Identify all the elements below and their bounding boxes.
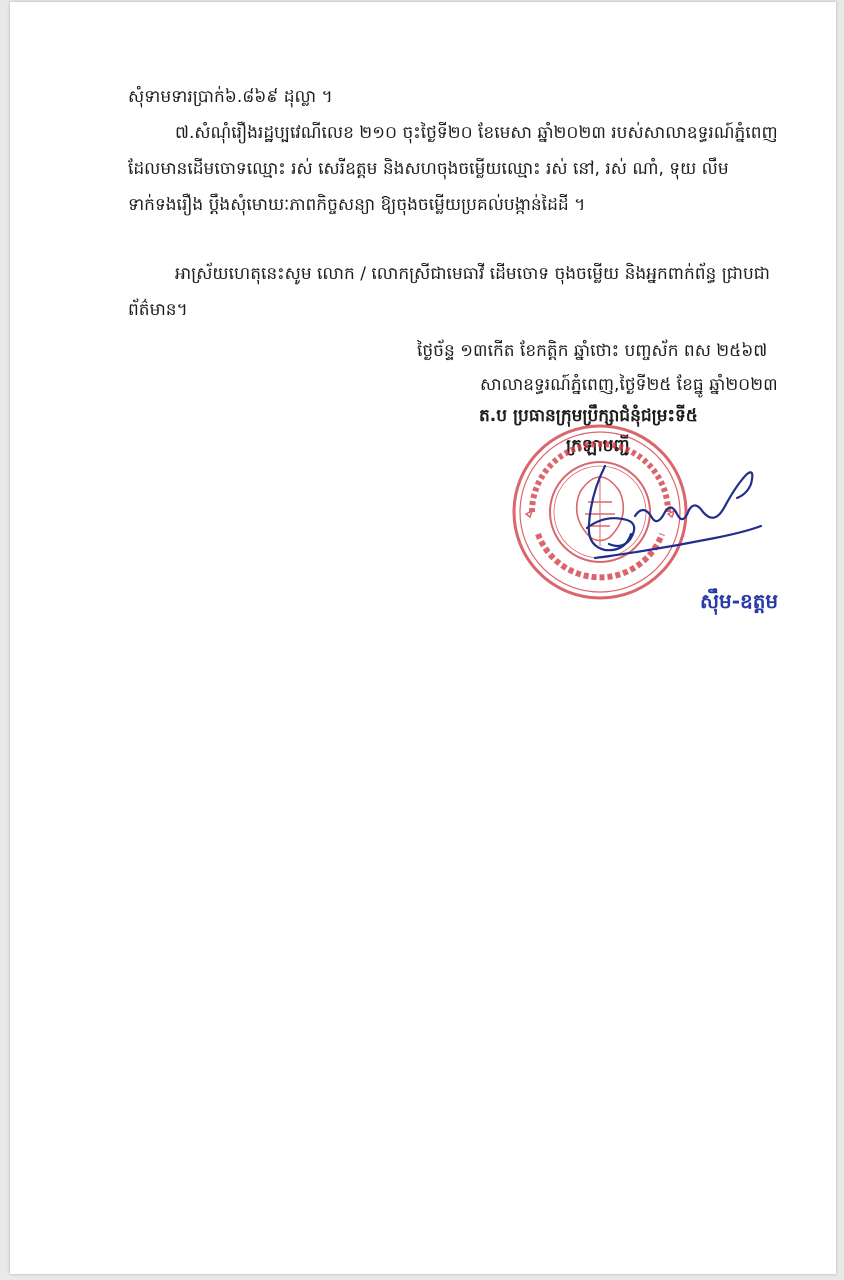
document-page [10, 2, 836, 1274]
authority-title: ត.ប ប្រធានក្រុមប្រឹក្សាជំនុំជម្រះទី៥ [479, 406, 698, 426]
text-line-notice-end: ព័ត៌មាន។ [128, 300, 188, 320]
lunar-date: ថ្ងៃច័ន្ទ ១៣កើត ខែកត្តិក ឆ្នាំថោះ បញ្ចស័ក ពស ២៥៦៧ [417, 341, 768, 361]
clerk-title: ក្រឡាបញ្ជី [566, 436, 630, 456]
text-line-subject: ទាក់ទងរឿង ប្តឹងសុំមោឃៈភាពកិច្ចសន្យា ឱ្យចុងចម្លើយប្រគល់បង្កាន់ដៃដី ។ [128, 195, 586, 215]
text-line-parties: ដែលមានដើមចោទឈ្មោះ រស់ សេរីឧត្តម និងសហចុងចម្លើយឈ្មោះ រស់ នៅ, រស់ ណាំ, ទុយ លឹម [128, 159, 729, 179]
text-line-fee-request: សុំទាមទារប្រាក់៦.៨៦៩ ដុល្លា ។ [128, 87, 333, 107]
signature-icon [565, 454, 765, 569]
signer-name: ស៊ឹម-ឧត្តម [700, 589, 779, 613]
place-and-date: សាលាឧទ្ធរណ៍ភ្នំពេញ,ថ្ងៃទី២៥ ខែធ្នូ ឆ្នាំ២០២៣ [480, 375, 778, 395]
text-line-case-number: ៧.សំណុំរឿងរដ្ឋប្បវេណីលេខ ២១០ ចុះថ្ងៃទី២០ ខែមេសា ឆ្នាំ២០២៣ របស់សាលាឧទ្ធរណ៍ភ្នំពេញ [175, 123, 778, 143]
text-line-notice: អាស្រ័យហេតុនេះសូម លោក / លោកស្រីជាមេធាវី ដើមចោទ ចុងចម្លើយ និងអ្នកពាក់ព័ន្ធ ជ្រាបជា [175, 264, 770, 284]
